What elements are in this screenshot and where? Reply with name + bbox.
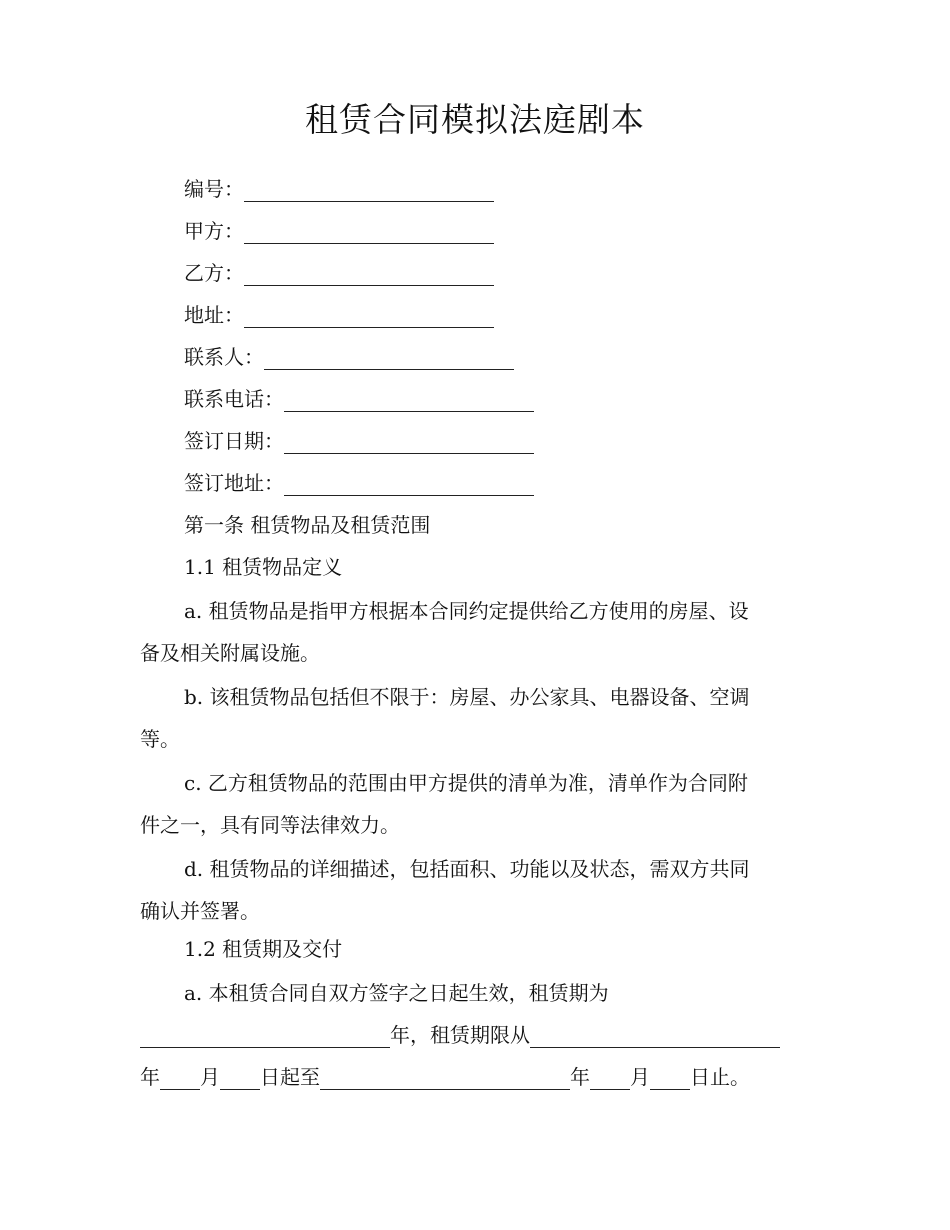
paragraph-line: a. 本租赁合同自双方签字之日起生效，租赁期为 <box>184 981 609 1005</box>
blank-underline <box>590 1061 630 1090</box>
paragraph-line: b. 该租赁物品包括但不限于：房屋、办公家具、电器设备、空调 <box>184 685 750 709</box>
blank-underline <box>284 425 534 454</box>
paragraph-line: 确认并签署。 <box>140 899 260 923</box>
paragraph-line: 备及相关附属设施。 <box>140 641 320 665</box>
blank-underline <box>244 215 494 244</box>
field-contact: 联系人： <box>184 336 810 378</box>
field-sign-place: 签订地址： <box>184 462 810 504</box>
blank-underline <box>244 173 494 202</box>
field-address: 地址： <box>184 294 810 336</box>
paragraph-line: c. 乙方租赁物品的范围由甲方提供的清单为准，清单作为合同附 <box>184 771 748 795</box>
paragraph-line: d. 租赁物品的详细描述，包括面积、功能以及状态，需双方共同 <box>184 857 750 881</box>
document-title: 租赁合同模拟法庭剧本 <box>305 100 645 139</box>
blank-underline <box>160 1061 200 1090</box>
blank-underline <box>650 1061 690 1090</box>
paragraph-line: 年 月 日起至 年 月 日止。 <box>140 1056 810 1098</box>
section-heading: 1.1 租赁物品定义 <box>184 555 343 579</box>
blank-underline <box>530 1019 780 1048</box>
paragraph-line: 等。 <box>140 727 180 751</box>
blank-underline <box>284 467 534 496</box>
blank-underline <box>140 1019 390 1048</box>
blank-underline <box>320 1061 570 1090</box>
blank-underline <box>220 1061 260 1090</box>
field-sign-date: 签订日期： <box>184 420 810 462</box>
paragraph-line: a. 租赁物品是指甲方根据本合同约定提供给乙方使用的房屋、设 <box>184 599 749 623</box>
paragraph-line: 年，租赁期限从 <box>140 1014 810 1056</box>
blank-underline <box>284 383 534 412</box>
field-party-a: 甲方： <box>184 210 810 252</box>
field-party-b: 乙方： <box>184 252 810 294</box>
field-serial: 编号： <box>184 168 810 210</box>
field-phone: 联系电话： <box>184 378 810 420</box>
paragraph-line: 件之一，具有同等法律效力。 <box>140 813 400 837</box>
section-heading: 1.2 租赁期及交付 <box>184 937 343 961</box>
blank-underline <box>244 257 494 286</box>
blank-underline <box>244 299 494 328</box>
blank-underline <box>264 341 514 370</box>
article-heading: 第一条 租赁物品及租赁范围 <box>184 513 431 537</box>
